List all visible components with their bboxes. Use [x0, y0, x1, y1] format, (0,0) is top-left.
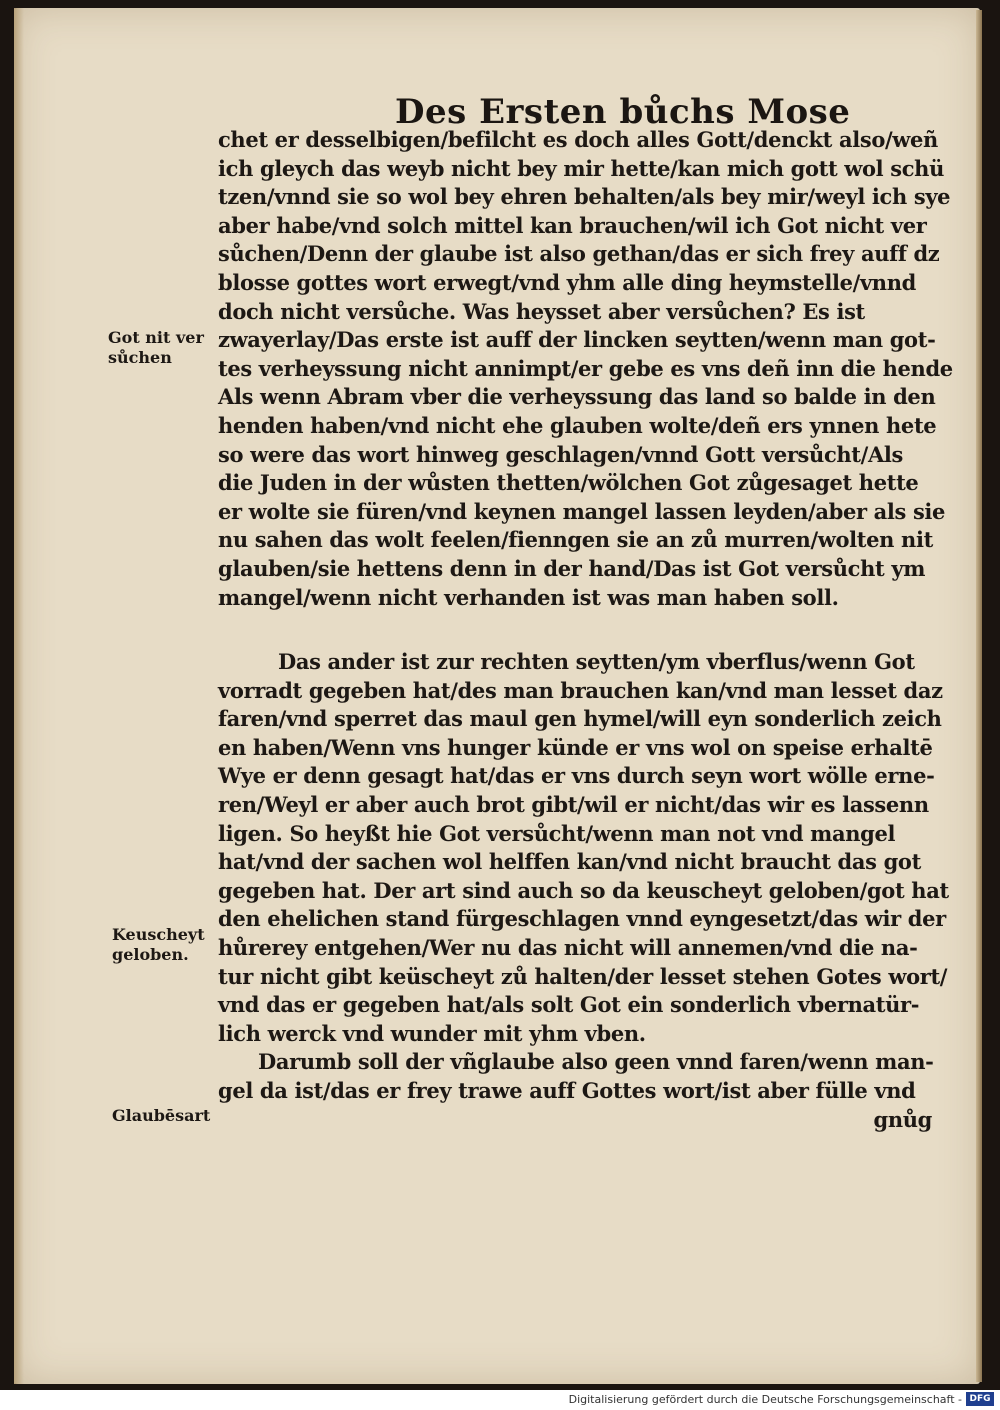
text-line: die Juden in der wůsten thetten/wölchen Got zůgesaget hette: [218, 470, 919, 496]
text-line: glauben/sie hettens denn in der hand/Das ist Got versůcht ym: [218, 555, 926, 581]
catchword: gnůg: [873, 1106, 932, 1132]
dfg-logo: DFG: [966, 1392, 994, 1406]
text-line: mangel/wenn nicht verhanden ist was man haben soll.: [218, 584, 839, 610]
text-line: tes verheyssung nicht annimpt/er gebe es vns deñ inn die hende: [218, 355, 953, 381]
text-line: tzen/vnnd sie so wol bey ehren behalten/als bey mir/weyl ich sye: [218, 184, 951, 210]
text-line: gel da ist/das er frey trawe auff Gottes wort/ist aber fülle vnd: [218, 1078, 916, 1103]
margin-note-text: Glaubēsart: [112, 1106, 211, 1125]
text-line: Das ander ist zur rechten seytten/ym vberflus/wenn Got: [278, 649, 915, 675]
margin-note-text: Got nit ver sůchen: [108, 328, 204, 367]
text-line: Wye er denn gesagt hat/das er vns durch seyn wort wölle erne-: [218, 763, 935, 789]
text-line: chet er desselbigen/befilcht es doch alles Gott/denckt also/weñ: [218, 127, 938, 152]
text-line: ich gleych das weyb nicht bey mir hette/kan mich gott wol schü: [218, 155, 945, 181]
funding-credit: Digitalisierung gefördert durch die Deutsche Forschungsgemeinschaft -: [568, 1393, 962, 1406]
text-line: faren/vnd sperret das maul gen hymel/will eyn sonderlich zeich: [218, 706, 942, 732]
running-header: Des Ersten bůchs Mose: [395, 92, 851, 132]
margin-note-text: Keuscheyt geloben.: [112, 925, 205, 964]
text-line: Als wenn Abram vber die verheyssung das land so balde in den: [218, 384, 936, 410]
text-line: so were das wort hinweg geschlagen/vnnd Gott versůcht/Als: [218, 441, 904, 467]
text-line: ligen. So heyßt hie Got versůcht/wenn man not vnd mangel: [218, 820, 896, 846]
paragraph-gap: [218, 612, 938, 648]
text-line: hat/vnd der sachen wol helffen kan/vnd nicht braucht das got: [218, 849, 921, 875]
text-line: lich werck vnd wunder mit yhm vben.: [218, 1020, 646, 1046]
text-line: henden haben/vnd nicht ehe glauben wolte/deñ ers ynnen hete: [218, 412, 937, 438]
text-line: vorradt gegeben hat/des man brauchen kan/vnd man lesset daz: [218, 677, 943, 703]
text-line: vnd das er gegeben hat/als solt Got ein sonderlich vbernatür-: [218, 992, 920, 1018]
text-line: Darumb soll der vñglaube also geen vnnd faren/wenn man-: [258, 1049, 934, 1075]
text-line: sůchen/Denn der glaube ist also gethan/das er sich frey auff dz: [218, 241, 940, 267]
text-line: en haben/Wenn vns hunger künde er vns wol on speise erhaltē: [218, 734, 933, 760]
text-line: gegeben hat. Der art sind auch so da keuscheyt geloben/got hat: [218, 877, 949, 903]
text-line: nu sahen das wolt feelen/fienngen sie an zů murren/wolten nit: [218, 527, 933, 553]
text-line: tur nicht gibt keüscheyt zů halten/der lesset stehen Gotes wort/: [218, 963, 948, 989]
margin-note-versuchen: [108, 328, 204, 368]
page-right-edge: [976, 10, 982, 1382]
text-line: aber habe/vnd solch mittel kan brauchen/wil ich Got nicht ver: [218, 212, 927, 238]
text-line: blosse gottes wort erwegt/vnd yhm alle ding heymstelle/vnnd: [218, 269, 916, 295]
margin-note-keuscheyt: [112, 925, 205, 965]
margin-note-glaubensart: [112, 1106, 210, 1126]
page-left-shadow: [14, 8, 24, 1384]
footer-bar: [0, 1390, 1000, 1410]
text-line: den ehelichen stand fürgeschlagen vnnd eyngesetzt/das wir der: [218, 906, 946, 932]
text-line: doch nicht versůche. Was heysset aber versůchen? Es ist: [218, 298, 865, 324]
page-body-text: [218, 126, 953, 1134]
text-line: ren/Weyl er aber auch brot gibt/wil er nicht/das wir es lassenn: [218, 792, 929, 818]
text-line: hůrerey entgehen/Wer nu das nicht will annemen/vnd die na-: [218, 935, 918, 961]
text-line: er wolte sie füren/vnd keynen mangel lassen leyden/aber als sie: [218, 498, 946, 524]
text-line: zwayerlay/Das erste ist auff der lincken seytten/wenn man got-: [218, 327, 936, 353]
